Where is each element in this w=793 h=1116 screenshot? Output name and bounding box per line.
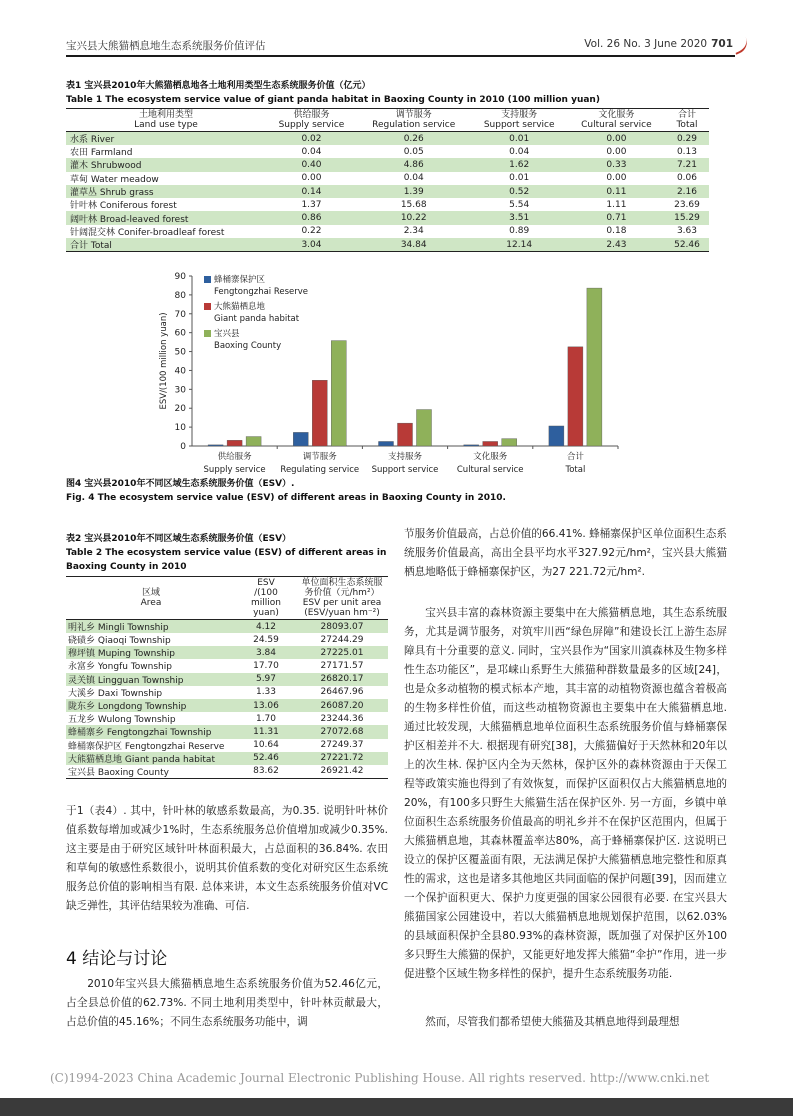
table2-cell-esv: 5.97 — [255, 674, 277, 685]
table2-row — [66, 633, 388, 646]
bar-fengtongzhai — [293, 432, 308, 446]
table2-row — [66, 752, 388, 765]
legend-swatch — [204, 276, 211, 283]
y-tick-label: 40 — [174, 366, 186, 377]
copyright-footer: (C)1994-2023 China Academic Journal Electronic Publishing House. All rights reserved. http://www.cnki.net — [50, 1071, 710, 1085]
table2-row — [66, 765, 388, 779]
table1-cell-total: 0.29 — [676, 133, 697, 144]
table2-row — [66, 699, 388, 712]
table2-header-row — [66, 577, 388, 620]
y-tick-label: 90 — [174, 272, 186, 282]
table1-cell-regulation: 0.04 — [403, 173, 424, 184]
running-header-title: 宝兴县大熊猫栖息地生态系统服务价值评估 — [66, 40, 266, 52]
table1-cell-regulation: 15.68 — [400, 199, 427, 210]
table1-cell-supply: 0.22 — [301, 226, 322, 237]
table1-cell-landuse: 草甸 Water meadow — [70, 174, 159, 185]
bottom-bar — [0, 1098, 793, 1116]
table1-cell-support: 0.89 — [509, 226, 530, 237]
bar-panda-habitat — [312, 380, 327, 446]
figure4-caption-cn: 图4 宝兴县2010年不同区域生态系统服务价值（ESV）. — [66, 479, 295, 489]
table1-cell-total: 0.06 — [676, 173, 697, 184]
table1-cell-total: 0.13 — [676, 146, 697, 157]
bar-fengtongzhai — [464, 445, 479, 446]
table1-cell-total: 2.16 — [676, 186, 697, 197]
table2-cell-unit: 26467.96 — [320, 687, 364, 698]
table1-cell-landuse: 农田 Farmland — [70, 148, 133, 159]
table2-cell-esv: 1.70 — [255, 713, 277, 724]
y-tick-label: 60 — [174, 328, 186, 339]
table1-row — [66, 185, 709, 198]
table2-cell-unit: 27244.29 — [320, 634, 364, 645]
table2-cell-esv: 11.31 — [253, 726, 279, 737]
table2-cell-area: 大熊猫栖息地 Giant panda habitat — [68, 754, 215, 765]
table2-cell-esv: 1.33 — [255, 687, 277, 698]
table2-cell-unit: 26087.20 — [320, 700, 364, 711]
bar-baoxing — [331, 341, 346, 446]
legend-label-en: Fengtongzhai Reserve — [214, 287, 309, 297]
y-tick-label: 80 — [174, 290, 186, 301]
table1-cell-support: 5.54 — [509, 199, 530, 210]
table1-col-total: 合计 Total — [665, 109, 709, 132]
table2-cell-area: 明礼乡 Mingli Township — [68, 623, 169, 633]
table1-cell-support: 0.01 — [509, 173, 530, 184]
table1-cell-support: 3.51 — [509, 213, 530, 224]
legend-label-en: Baoxing County — [214, 341, 282, 351]
table2-row — [66, 712, 388, 725]
table1-cell-regulation: 0.26 — [403, 133, 424, 144]
table2-cell-area: 大溪乡 Daxi Township — [68, 688, 163, 699]
table2-cell-area: 灵关镇 Lingguan Township — [68, 675, 184, 686]
table1-cell-total: 23.69 — [674, 199, 700, 210]
bar-panda-habitat — [227, 440, 242, 446]
table1-cell-regulation: 4.86 — [403, 159, 424, 170]
right-paragraph-1: 节服务价值最高，占总价值的66.41%. 蜂桶寨保护区单位面积生态系统服务价值最高，高出全县平均水平327.92元/hm²，宝兴县大熊猫栖息地略低于蜂桶寨保护区，为27 221.72元/hm². — [404, 528, 727, 578]
table1-row — [66, 225, 709, 238]
table2-row — [66, 686, 388, 699]
table1-cell-total: 52.46 — [674, 239, 700, 250]
x-tick-label-en: Total — [565, 465, 586, 475]
table2-col-area: 区域 Area — [140, 588, 162, 608]
legend-swatch — [204, 330, 211, 337]
bar-panda-habitat — [398, 423, 413, 446]
journal-issue: Vol. 26 No. 3 June 2020 — [584, 38, 708, 50]
y-tick-label: 50 — [174, 347, 186, 358]
table2-row — [66, 673, 388, 686]
bar-baoxing — [587, 288, 602, 446]
table1-cell-supply: 0.02 — [301, 133, 322, 144]
table1 — [66, 108, 709, 252]
table2-row — [66, 620, 388, 634]
section-title: 4 结论与讨论 — [66, 949, 168, 969]
journal-logo-mark — [731, 37, 751, 55]
table1-cell-supply: 0.86 — [301, 213, 322, 224]
table2-cell-unit: 27171.57 — [320, 660, 364, 671]
table1-cell-cultural: 1.11 — [606, 199, 627, 210]
table1-cell-supply: 3.04 — [301, 239, 322, 250]
table1-cell-support: 12.14 — [506, 239, 533, 250]
table1-col-cultural: 文化服务 Cultural service — [568, 109, 665, 132]
table1-caption-en: Table 1 The ecosystem service value of giant panda habitat in Baoxing County in 2010 (100 million yuan) — [66, 95, 600, 105]
bar-fengtongzhai — [549, 426, 564, 446]
x-tick-label-cn: 调节服务 — [302, 452, 337, 462]
table2 — [66, 576, 388, 779]
table1-cell-cultural: 0.00 — [606, 173, 627, 184]
table1-cell-regulation: 1.39 — [403, 186, 424, 197]
table1-cell-landuse: 阔叶林 Broad-leaved forest — [70, 214, 189, 225]
x-tick-label-cn: 文化服务 — [473, 452, 508, 462]
running-header-issue — [584, 38, 733, 50]
table1-cell-cultural: 0.71 — [606, 213, 627, 224]
table1-cell-supply: 0.40 — [301, 159, 322, 170]
table1-col-regulation: 调节服务 Regulation service — [357, 109, 471, 132]
table1-caption-cn: 表1 宝兴县2010年大熊猫栖息地各土地利用类型生态系统服务价值（亿元） — [66, 81, 371, 91]
y-tick-label: 10 — [174, 423, 186, 434]
table2-cell-area: 永富乡 Yongfu Township — [68, 662, 172, 673]
table2-cell-area: 五龙乡 Wulong Township — [68, 715, 176, 726]
table2-cell-unit: 26921.42 — [320, 766, 364, 777]
table2-cell-area: 硗碛乡 Qiaoqi Township — [68, 636, 171, 647]
table1-col-supply: 供给服务 Supply service — [266, 109, 357, 132]
bar-fengtongzhai — [379, 441, 394, 446]
x-tick-label-en: Cultural service — [456, 465, 524, 475]
x-tick-label-en: Supply service — [203, 465, 266, 475]
table2-cell-esv: 13.06 — [253, 700, 279, 711]
table1-cell-support: 0.52 — [509, 186, 530, 197]
table1-cell-landuse: 合计 Total — [70, 241, 112, 252]
table2-row — [66, 659, 388, 672]
table2-cell-unit: 27225.01 — [320, 647, 364, 658]
figure4-bar-chart — [150, 268, 630, 478]
table2-cell-unit: 23244.36 — [320, 713, 364, 724]
table2-cell-area: 宝兴县 Baoxing County — [68, 767, 169, 778]
table1-cell-supply: 0.14 — [301, 186, 322, 197]
table1-cell-landuse: 灌木 Shrubwood — [70, 161, 142, 172]
table1-cell-regulation: 2.34 — [403, 226, 424, 237]
table1-row — [66, 211, 709, 224]
table2-row — [66, 646, 388, 659]
y-tick-label: 20 — [174, 404, 186, 415]
x-tick-label-en: Regulating service — [280, 465, 360, 475]
table2-row — [66, 725, 388, 738]
table1-cell-cultural: 0.18 — [606, 226, 627, 237]
x-tick-label-en: Support service — [371, 465, 439, 475]
bar-fengtongzhai — [208, 445, 223, 446]
table2-cell-esv: 10.64 — [253, 740, 279, 751]
table2-col-unit: 单位面积生态系统服 务价值（元/hm²） ESV per unit area (ESV/yuan hm⁻²) — [301, 578, 383, 618]
figure4-caption — [66, 477, 506, 505]
table1-row — [66, 158, 709, 171]
table2-cell-esv: 3.84 — [255, 647, 277, 658]
table1-cell-regulation: 34.84 — [400, 239, 427, 250]
table2-cell-unit: 28093.07 — [320, 621, 364, 632]
table2-caption — [66, 532, 391, 574]
table1-cell-supply: 0.04 — [301, 146, 322, 157]
table1-cell-support: 0.01 — [509, 133, 530, 144]
left-paragraph: 于1（表4）. 其中，针叶林的敏感系数最高，为0.35. 说明针叶林价值系数每增加或减少1%时，生态系统服务总价值增加或减少0.35%. 这主要是由于研究区域针叶林面积最大，占总面积的36.84%. 农田和草甸的敏感性系数很小，说明其价值系数的变化对研究区生态系统服务总价值的影响相当有限. 总体来讲，本文生态系统服务价值对VC缺乏弹性，其评估结果较为准确、可信. — [66, 805, 388, 912]
table1-cell-cultural: 0.00 — [606, 133, 627, 144]
legend-label-cn: 宝兴县 — [214, 329, 240, 339]
x-tick-label-cn: 合计 — [566, 452, 584, 462]
legend-swatch — [204, 303, 211, 310]
table2-row — [66, 739, 388, 752]
table2-cell-area: 蜂桶寨乡 Fengtongzhai Township — [68, 728, 212, 739]
bar-panda-habitat — [568, 347, 583, 446]
table1-cell-total: 15.29 — [674, 213, 700, 224]
table1-row — [66, 172, 709, 185]
table1-cell-landuse: 针叶林 Coniferous forest — [70, 201, 177, 212]
legend-label-cn: 蜂桶寨保护区 — [214, 275, 266, 285]
x-tick-label-cn: 支持服务 — [387, 452, 423, 462]
x-tick-label-cn: 供给服务 — [217, 452, 252, 462]
legend-label-cn: 大熊猫栖息地 — [214, 302, 266, 312]
table2-cell-esv: 52.46 — [253, 753, 279, 764]
conclusion-paragraph: 2010年宝兴县大熊猫栖息地生态系统服务价值为52.46亿元，占全县总价值的62.73%. 不同土地利用类型中，针叶林贡献最大，占总价值的45.16%；不同生态系统服务功能中，调 — [66, 978, 388, 1028]
table1-cell-cultural: 2.43 — [606, 239, 627, 250]
y-axis-label: ESV/(100 million yuan) — [159, 312, 169, 410]
table1-cell-regulation: 10.22 — [400, 213, 427, 224]
y-tick-label: 70 — [174, 309, 186, 320]
table2-cell-area: 陇东乡 Longdong Township — [68, 702, 187, 713]
table1-cell-total: 3.63 — [676, 226, 697, 237]
bar-baoxing — [502, 439, 517, 446]
bar-panda-habitat — [483, 441, 498, 446]
table2-cell-esv: 17.70 — [253, 660, 279, 671]
legend-label-en: Giant panda habitat — [214, 314, 300, 324]
table1-cell-support: 1.62 — [509, 159, 530, 170]
table2-cell-esv: 24.59 — [253, 634, 279, 645]
table2-cell-unit: 27221.72 — [320, 753, 364, 764]
right-paragraph-2: 宝兴县丰富的森林资源主要集中在大熊猫栖息地，其生态系统服务，尤其是调节服务，对筑牢川西“绿色屏障”和建设长江上游生态屏障具有十分重要的意义. 同时，宝兴县作为“国家川滇森林及生物多样性生态功能区”，是邛崃山系野生大熊猫种群数量最多的区域[24]，也是众多动植物的模式标本产地，其丰富的动植物资源也蕴含着极高的生物多样性价值，而这些动植物资源也主要集中在大熊猫栖息地. 通过比较发现，大熊猫栖息地单位面积生态系统服务价值与蜂桶寨保护区相差并不大. 根据现有研究[38]，大熊猫偏好于天然林和20年以上的次生林. 保护区内全为天然林，保护区外的森林资源由于天保工程等政策实施也得到了有效恢复，而保护区面积仅占大熊猫栖息地的20%，有100多只野生大熊猫生活在保护区外. 另一方面，乡镇中单位面积生态系统服务价值最高的明礼乡并不在保护区范围内，但属于大熊猫栖息地，其森林覆盖率达80%，高于蜂桶寨保护区. 这说明已设立的保护区覆盖面有限，无法满足保护大熊猫栖息地完整性和原真性的需求，这也是诸多其他地区共同面临的保护问题[39]，因而建立一个保护面积更大、保护力度更强的国家公园很有必要. 在宝兴县大熊猫国家公园建设中，若以大熊猫栖息地规划保护范围，以62.03%的县域面积保护全县80.93%的森林资源，既加强了对保护区外100多只野生大熊猫的保护，又能更好地发挥大熊猫“伞护”作用，进一步促进整个区域生物多样性的保护，提升生态系统服务功能. — [404, 607, 727, 980]
table1-header-row — [66, 109, 709, 132]
table1-row — [66, 132, 709, 146]
table1-cell-landuse: 灌草丛 Shrub grass — [70, 188, 154, 199]
right-paragraph-3: 然而，尽管我们都希望使大熊猫及其栖息地得到最理想 — [425, 1016, 680, 1028]
figure4-caption-en: Fig. 4 The ecosystem service value (ESV) of different areas in Baoxing County in 2010. — [66, 493, 506, 503]
table2-cell-esv: 4.12 — [255, 621, 277, 632]
bar-baoxing — [246, 437, 261, 446]
header-rule — [66, 55, 735, 57]
table1-caption — [66, 79, 600, 107]
table1-cell-cultural: 0.00 — [606, 146, 627, 157]
table1-cell-landuse: 针阔混交林 Conifer-broadleaf forest — [70, 227, 225, 238]
table1-row — [66, 145, 709, 158]
table1-col-landuse: 土地利用类型 Land use type — [66, 109, 266, 132]
table2-cell-area: 穆坪镇 Muping Township — [68, 649, 175, 660]
table2-cell-unit: 27072.68 — [320, 726, 364, 737]
table1-row — [66, 198, 709, 211]
table2-caption-cn: 表2 宝兴县2010年不同区域生态系统服务价值（ESV） — [66, 534, 292, 544]
table2-caption-en: Table 2 The ecosystem service value (ESV) of different areas in Baoxing County in 2010 — [66, 548, 387, 572]
page-number: 701 — [711, 38, 733, 50]
table1-col-support: 支持服务 Support service — [471, 109, 568, 132]
table1-cell-support: 0.04 — [509, 146, 530, 157]
table2-cell-unit: 27249.37 — [320, 740, 364, 751]
table1-cell-supply: 0.00 — [301, 173, 322, 184]
table1-cell-supply: 1.37 — [301, 199, 322, 210]
table1-cell-total: 7.21 — [676, 159, 697, 170]
table1-cell-cultural: 0.11 — [606, 186, 627, 197]
bar-baoxing — [417, 410, 432, 446]
table1-cell-landuse: 水系 River — [70, 135, 115, 145]
table2-cell-esv: 83.62 — [253, 766, 279, 777]
table2-cell-unit: 26820.17 — [320, 674, 364, 685]
y-tick-label: 0 — [180, 442, 186, 452]
table2-cell-area: 蜂桶寨保护区 Fengtongzhai Reserve — [68, 741, 225, 752]
table1-row — [66, 238, 709, 252]
table1-cell-cultural: 0.33 — [606, 159, 627, 170]
table1-cell-regulation: 0.05 — [403, 146, 424, 157]
y-tick-label: 30 — [174, 385, 186, 396]
table2-col-esv: ESV /(100 million yuan) — [251, 578, 281, 618]
